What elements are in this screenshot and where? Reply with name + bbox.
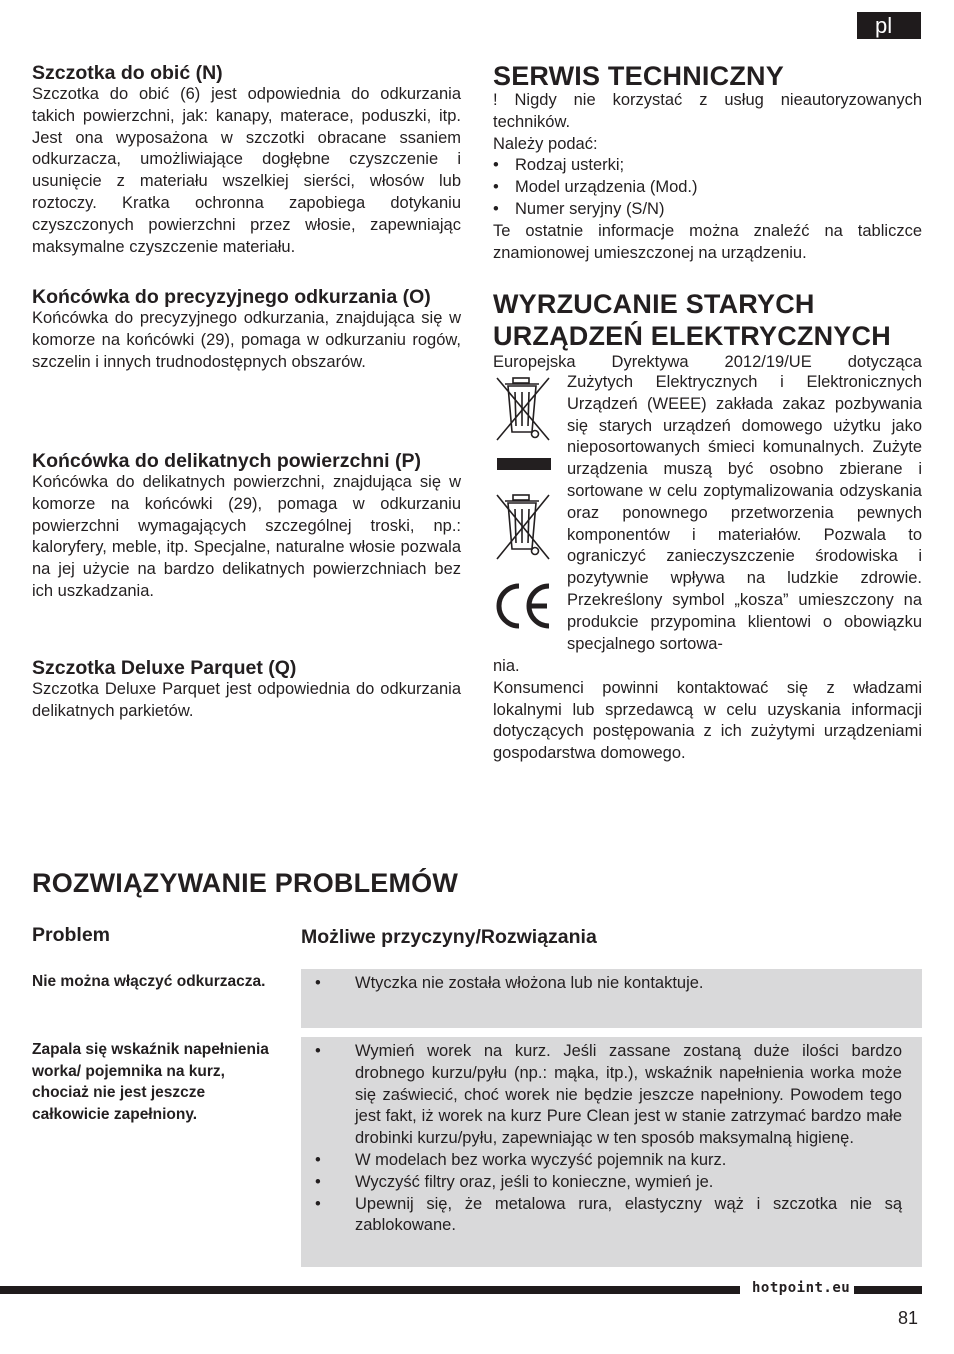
section-body: Szczotka Deluxe Parquet jest odpowiednia do odkurzania delikatnych parkietów.	[32, 680, 461, 720]
service-intro: ! Nigdy nie korzystać z usług nieautoryzowanych techników.	[493, 91, 922, 131]
disposal-icons	[493, 374, 555, 639]
list-item: • Rodzaj usterki;	[493, 155, 922, 177]
section-body: Szczotka do obić (6) jest odpowiednia do odkurzania takich powierzchni, jak: kanapy, materace, poduszki, itp. Jest ona wyposażona w szczotki obracane ssaniem odkurzacza, umożliwiające dogłębne czyszczenie i usunięcie z materiału wszelkiej sierści, włosów lub roztoczy. Kratka ochronna zapobiega dotykaniu czyszczonych powierzchni przez włosie, zapewniając maksymalne czyszczenie materiału.	[32, 85, 461, 256]
service-provide-label: Należy podać:	[493, 134, 598, 153]
section-title: Końcówka do delikatnych powierzchni (P)	[32, 450, 421, 472]
service-note: Te ostatnie informacje można znaleźć na tabliczce znamionowej umieszczonej na urządzeniu.	[493, 221, 922, 262]
section-title: Końcówka do precyzyjnego odkurzania (O)	[32, 286, 431, 308]
solution-cell	[301, 1037, 922, 1267]
brand-url: hotpoint.eu	[752, 1280, 851, 1296]
problem-cell: Nie można włączyć odkurzacza.	[32, 973, 266, 990]
list-item: • Upewnij się, że metalowa rura, elastyczny wąż i szczotka nie są zablokowane.	[313, 1194, 902, 1238]
section-delicate-nozzle	[32, 450, 461, 603]
disposal-final: Konsumenci powinni kontaktować się z władzami lokalnymi lub sprzedawcą w celu uzyskania informacji dotyczących postępowania z ich zużytymi urządzeniami gospodarstwa domowego.	[493, 678, 922, 763]
disposal-section	[493, 288, 922, 374]
disposal-wrap-text: Zużytych Elektrycznych i Elektronicznych Urządzeń (WEEE) zakłada zakaz pozbywania się starych urządzeń domowego użytku jako nieposortowanych śmieci komunalnych. Zużyte urządzenia muszą być osobno zbierane i sortowane w celu zoptymalizowania odzyskania oraz ponownego przetworzenia pewnych komponentów i materiałów. Pozwala to ograniczyć zanieczyszczenie środowiska i pozytywnie wpływa na ludzkie zdrowie. Przekreślony symbol „kosza” umieszczony na produkcie przypomina klientowi o obowiązku specjalnego sortowa-	[567, 373, 922, 653]
weee-bin-icon	[493, 491, 555, 569]
language-badge: pl	[857, 12, 921, 39]
list-item: • Wyczyść filtry oraz, jeśli to konieczne, wymień je.	[313, 1172, 902, 1194]
section-upholstery-brush	[32, 62, 461, 258]
section-title: Szczotka Deluxe Parquet (Q)	[32, 657, 297, 679]
list-item: • W modelach bez worka wyczyść pojemnik na kurz.	[313, 1150, 902, 1172]
column-header-solutions: Możliwe przyczyny/Rozwiązania	[301, 926, 597, 948]
service-title: SERWIS TECHNICZNY	[493, 61, 784, 91]
disposal-tail: nia.	[493, 657, 520, 675]
disposal-title-line1: WYRZUCANIE STARYCH	[493, 289, 815, 319]
disposal-first-line: Europejska Dyrektywa 2012/19/UE dotycząca	[493, 353, 922, 371]
footer-rule-left	[0, 1286, 740, 1294]
troubleshooting-title: ROZWIĄZYWANIE PROBLEMÓW	[32, 868, 459, 898]
disposal-continued	[493, 656, 922, 765]
section-title: Szczotka do obić (N)	[32, 62, 223, 84]
section-parquet-brush	[32, 657, 461, 723]
column-header-problem: Problem	[32, 924, 111, 946]
list-item: • Numer seryjny (S/N)	[493, 199, 922, 221]
section-precision-nozzle	[32, 286, 461, 373]
section-body: Końcówka do precyzyjnego odkurzania, znajdująca się w komorze na końcówki (29), pomaga w odkurzaniu rogów, szczelin i innych trudnodostępnych obszarów.	[32, 309, 461, 371]
service-section	[493, 60, 922, 264]
list-item: • Wymień worek na kurz. Jeśli zassane zostaną duże ilości bardzo drobnego kurzu/pyłu (np.: mąka, itp.), wskaźnik napełnienia worka może się zaświecić, choć worek nie będzie jeszcze napełniony. Powodem tego jest fakt, iż worek na kurz Pure Clean jest w stanie zatrzymać bardzo małe drobinki kurzu/pyłu, zapewniając w ten sposób maksymalną higienę.	[313, 1041, 902, 1150]
service-list	[493, 155, 922, 220]
footer-rule-right	[854, 1286, 922, 1294]
list-item: • Model urządzenia (Mod.)	[493, 177, 922, 199]
section-body: Końcówka do delikatnych powierzchni, znajdująca się w komorze na końcówki (29), pomaga w odkurzaniu powierzchni wymagających szczególnej troski, np.: kaloryfery, meble, itp. Specjalne, naturalne włosie pozwala na jej użycie na bardzo delikatnych powierzchniach bez ich uszkadzania.	[32, 473, 461, 600]
weee-bin-icon	[493, 374, 555, 474]
disposal-title-line2: URZĄDZEŃ ELEKTRYCZNYCH	[493, 321, 891, 351]
list-item: • Wtyczka nie została włożona lub nie kontaktuje.	[313, 973, 902, 995]
page-number: 81	[898, 1308, 919, 1328]
solution-cell	[301, 969, 922, 1028]
ce-mark-icon	[493, 578, 555, 634]
problem-cell: Zapala się wskaźnik napełnienia worka/ pojemnika na kurz, chociaż nie jest jeszcze całkowicie zapełniony.	[32, 1041, 269, 1123]
